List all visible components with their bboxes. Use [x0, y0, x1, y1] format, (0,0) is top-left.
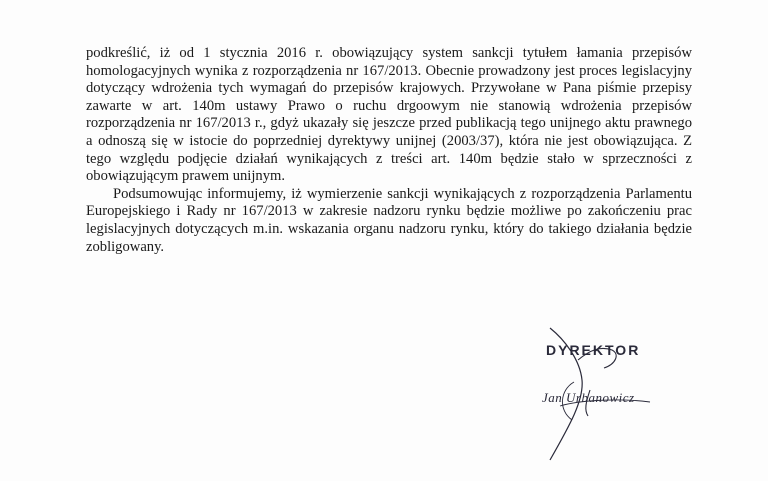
director-title: DYREKTOR — [546, 342, 641, 358]
paragraph-2: Podsumowując informujemy, iż wymierzenie sankcji wynikających z rozporządzenia Parlamentu Europejskiego i Rady nr 167/2013 w zakresie nadzoru rynku będzie możliwe po zakończeniu prac legislacyjnych dotyczących m.in. wskazania organu nadzoru rynku, który do takiego działania będzie zobligowany. — [86, 185, 692, 255]
letter-body — [86, 45, 692, 256]
signature-block — [520, 320, 700, 480]
signer-name: Jan Urbanowicz — [542, 390, 635, 405]
paragraph-1: podkreślić, iż od 1 stycznia 2016 r. obowiązujący system sankcji tytułem łamania przepisów homologacyjnych wynika z rozporządzenia nr 167/2013. Obecnie prowadzony jest proces legislacyjny dotyczący wdrożenia tych wymagań do przepisów krajowych. Przywołane w Pana piśmie przepisy zawarte w art. 140m ustawy Prawo o ruchu drgoowym nie stanowią wdrożenia przepisów rozporządzenia nr 167/2013 r., gdyż ukazały się jeszcze przed publikacją tego unijnego aktu prawnego a odnoszą się w istocie do poprzedniej dyrektywy unijnej (2003/37), która nie jest obowiązująca. Z tego względu podjęcie działań wynikających z treści art. 140m będzie stało w sprzeczności z obowiązującym prawem unijnym. — [86, 45, 692, 185]
